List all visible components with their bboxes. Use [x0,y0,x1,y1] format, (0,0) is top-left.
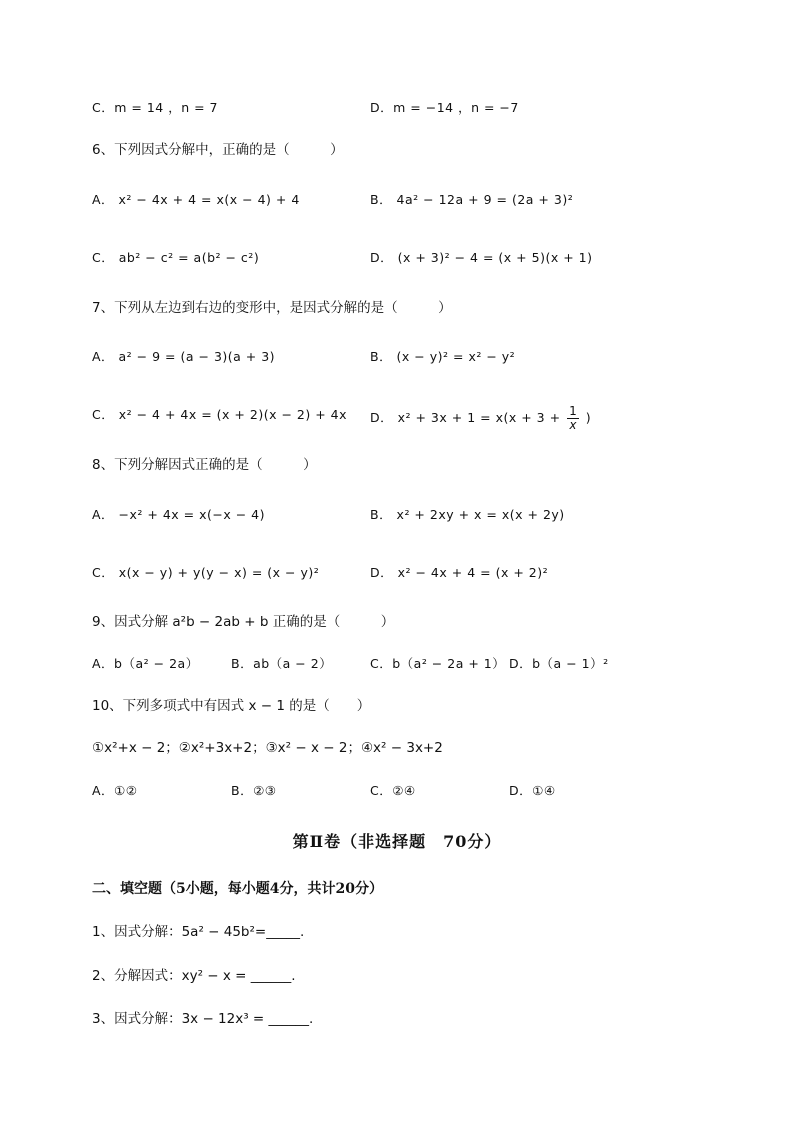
q9-option-b: B．ab（a − 2） [231,656,333,671]
q5-option-d: D．m = −14 ，n = −7 [370,100,519,115]
q10-option-d: D．①④ [509,783,556,798]
q10-option-c: C．②④ [370,783,416,798]
fill-in-section-heading: 二、填空题（5小题，每小题4分，共计20分） [92,881,383,897]
q9-option-a: A．b（a² − 2a） [92,656,199,671]
q6-option-c: C． ab² − c² = a(b² − c²) [92,250,260,265]
q5-option-c: C．m = 14 ，n = 7 [92,100,218,115]
q7-option-d-suffix: ) [585,410,592,425]
q7-option-d [370,405,591,432]
q9-option-d: D．b（a − 1）² [509,656,609,671]
fraction-numerator: 1 [569,404,578,418]
q7-option-a: A． a² − 9 = (a − 3)(a + 3) [92,349,276,364]
q6-option-b: B． 4a² − 12a + 9 = (2a + 3)² [370,192,574,207]
q8-option-c: C． x(x − y) + y(y − x) = (x − y)² [92,565,320,580]
q8-option-a: A． −x² + 4x = x(−x − 4) [92,507,265,522]
q8-stem: 8、下列分解因式正确的是（ ） [92,457,317,473]
q7-option-b: B． (x − y)² = x² − y² [370,349,516,364]
q6-stem: 6、下列因式分解中，正确的是（ ） [92,142,344,158]
q7-option-c: C． x² − 4 + 4x = (x + 2)(x − 2) + 4x [92,407,347,422]
q8-option-d: D． x² − 4x + 4 = (x + 2)² [370,565,549,580]
q6-option-d: D． (x + 3)² − 4 = (x + 5)(x + 1) [370,250,593,265]
q10-items: ①x²+x − 2；②x²+3x+2；③x² − x − 2；④x² − 3x+2 [92,740,443,756]
q9-stem: 9、因式分解 a²b − 2ab + b 正确的是（ ） [92,614,395,630]
fill-q1: 1、因式分解：5a² − 45b²=_____. [92,924,305,940]
fraction-denominator: x [569,418,577,432]
q7-stem: 7、下列从左边到右边的变形中，是因式分解的是（ ） [92,300,452,316]
fill-q3: 3、因式分解：3x − 12x³ = ______. [92,1011,314,1027]
q10-stem: 10、下列多项式中有因式 x − 1 的是（ ） [92,698,371,714]
q6-option-a: A． x² − 4x + 4 = x(x − 4) + 4 [92,192,300,207]
q10-option-b: B．②③ [231,783,277,798]
q8-option-b: B． x² + 2xy + x = x(x + 2y) [370,507,565,522]
part-two-title: 第Ⅱ卷（非选择题 70分） [292,832,502,851]
fill-q2: 2、分解因式：xy² − x = ______. [92,968,296,984]
q7-option-d-fraction [567,405,579,432]
q9-option-c: C．b（a² − 2a + 1） [370,656,506,671]
q7-option-d-prefix: D． x² + 3x + 1 = x(x + 3 + [370,410,561,425]
q10-option-a: A．①② [92,783,138,798]
